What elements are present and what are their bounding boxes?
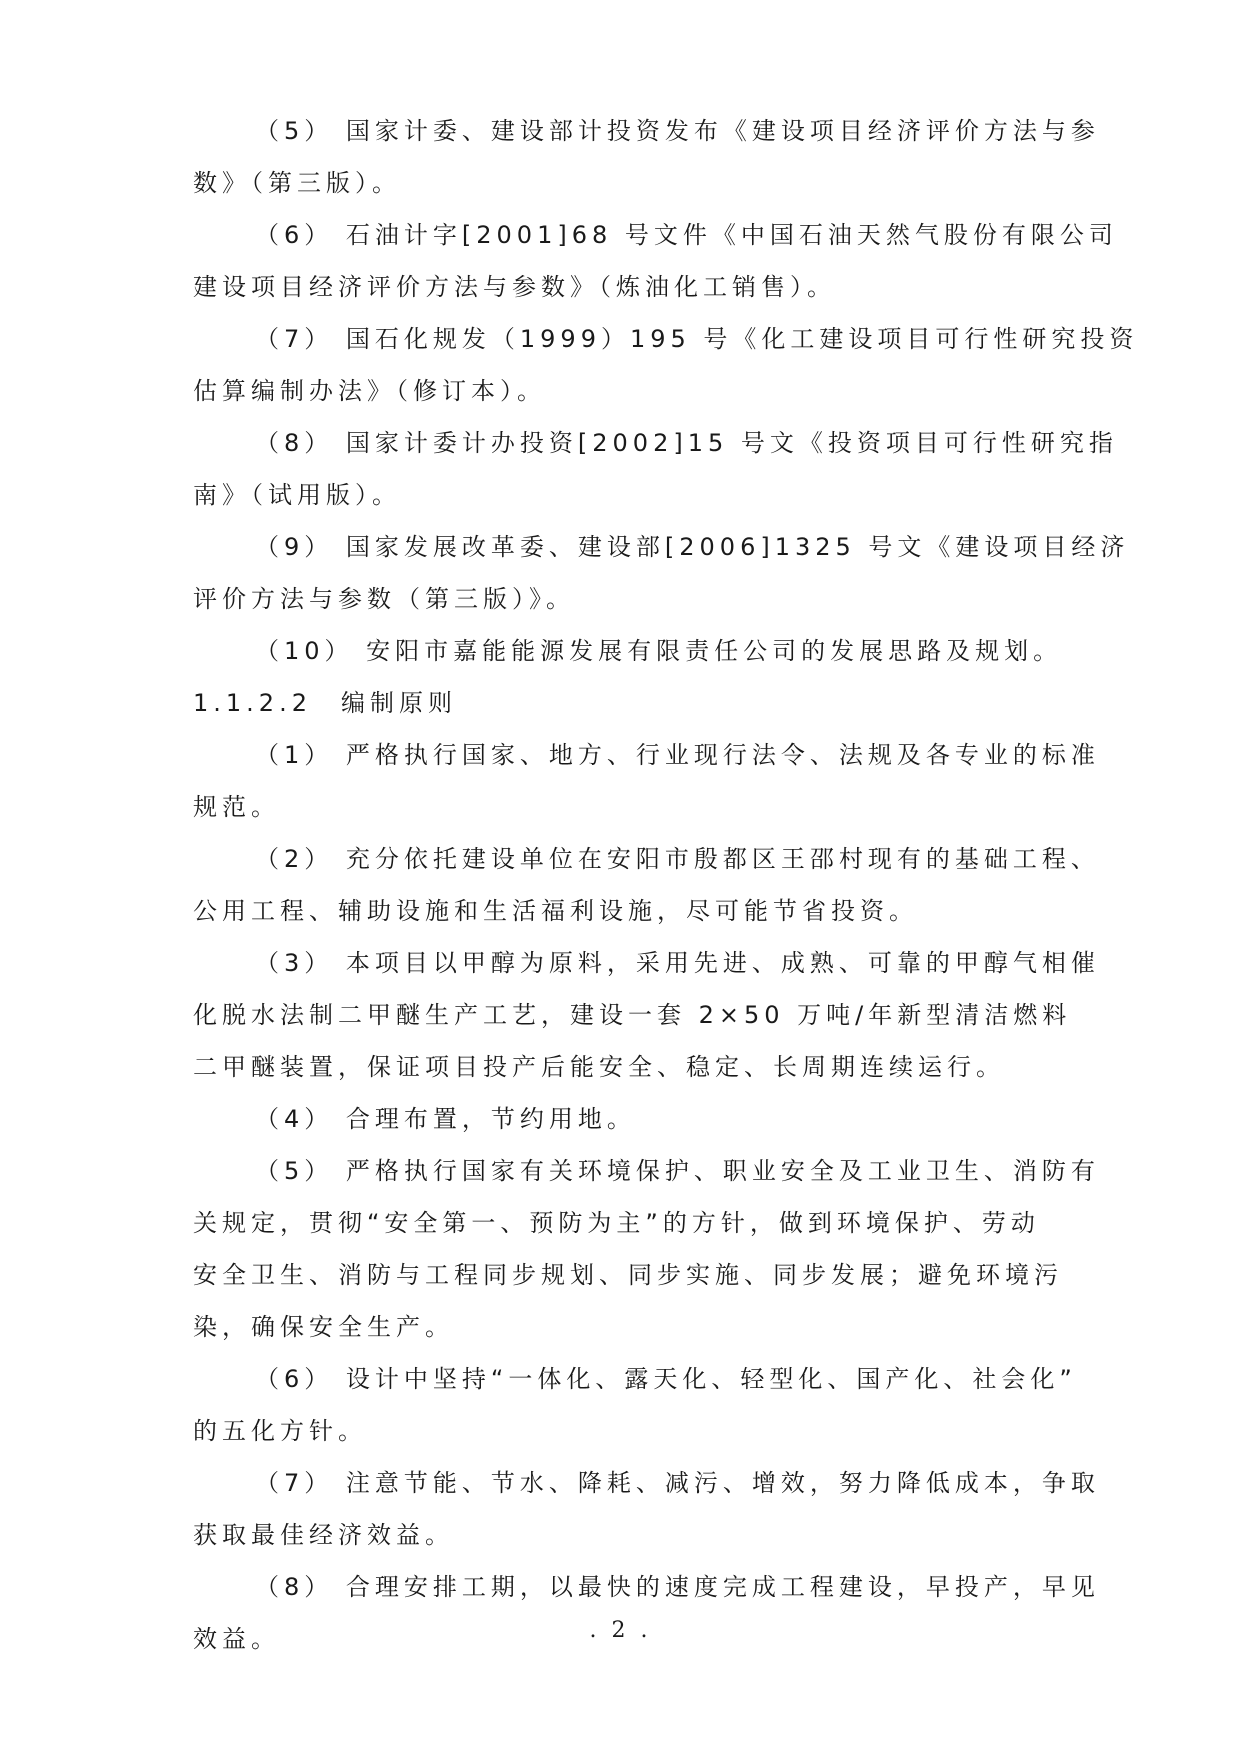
text-line: 公用工程、辅助设施和生活福利设施，尽可能节省投资。 (193, 897, 918, 925)
text-line: 的五化方针。 (193, 1417, 367, 1445)
text-line: 二甲醚装置，保证项目投产后能安全、稳定、长周期连续运行。 (193, 1053, 1005, 1081)
text-line: （1） 严格执行国家、地方、行业现行法令、法规及各专业的标准 (255, 741, 1100, 769)
text-line: （6） 设计中坚持“一体化、露天化、轻型化、国产化、社会化” (255, 1365, 1077, 1393)
text-line: 估算编制办法》（修订本）。 (193, 377, 546, 405)
text-line: （7） 国石化规发（1999）195 号《化工建设项目可行性研究投资 (255, 325, 1139, 353)
text-line: 数》（第三版）。 (193, 169, 401, 197)
text-line: （8） 合理安排工期，以最快的速度完成工程建设，早投产，早见 (255, 1573, 1100, 1601)
text-line: 染，确保安全生产。 (193, 1313, 454, 1341)
text-line: （6） 石油计字[2001]68 号文件《中国石油天然气股份有限公司 (255, 221, 1118, 249)
text-line: （3） 本项目以甲醇为原料，采用先进、成熟、可靠的甲醇气相催 (255, 949, 1100, 977)
text-line: 安全卫生、消防与工程同步规划、同步实施、同步发展；避免环境污 (193, 1261, 1063, 1289)
text-line: （4） 合理布置，节约用地。 (255, 1105, 636, 1133)
text-line: 获取最佳经济效益。 (193, 1521, 454, 1549)
text-line: （8） 国家计委计办投资[2002]15 号文《投资项目可行性研究指 (255, 429, 1118, 457)
text-line: 关规定，贯彻“安全第一、预防为主”的方针，做到环境保护、劳动 (193, 1209, 1040, 1237)
text-line: 评价方法与参数（第三版）》。 (193, 585, 575, 613)
text-line: （9） 国家发展改革委、建设部[2006]1325 号文《建设项目经济 (255, 533, 1130, 561)
page-number: . 2 . (589, 1618, 652, 1643)
text-line: （5） 国家计委、建设部计投资发布《建设项目经济评价方法与参 (255, 117, 1100, 145)
text-line: （7） 注意节能、节水、降耗、减污、增效，努力降低成本，争取 (255, 1469, 1100, 1497)
text-line: （5） 严格执行国家有关环境保护、职业安全及工业卫生、消防有 (255, 1157, 1100, 1185)
document-body (193, 105, 1139, 1665)
text-line: 建设项目经济评价方法与参数》（炼油化工销售）。 (193, 273, 836, 301)
text-line: 南》（试用版）。 (193, 481, 401, 509)
text-line: （10） 安阳市嘉能能源发展有限责任公司的发展思路及规划。 (255, 637, 1063, 665)
section-heading: 1.1.2.2 编制原则 (193, 689, 457, 717)
text-line: （2） 充分依托建设单位在安阳市殷都区王邵村现有的基础工程、 (255, 845, 1100, 873)
text-line: 化脱水法制二甲醚生产工艺，建设一套 2×50 万吨/年新型清洁燃料 (193, 1001, 1072, 1029)
text-line: 规范。 (193, 793, 280, 821)
text-line: 效益。 (193, 1625, 280, 1653)
